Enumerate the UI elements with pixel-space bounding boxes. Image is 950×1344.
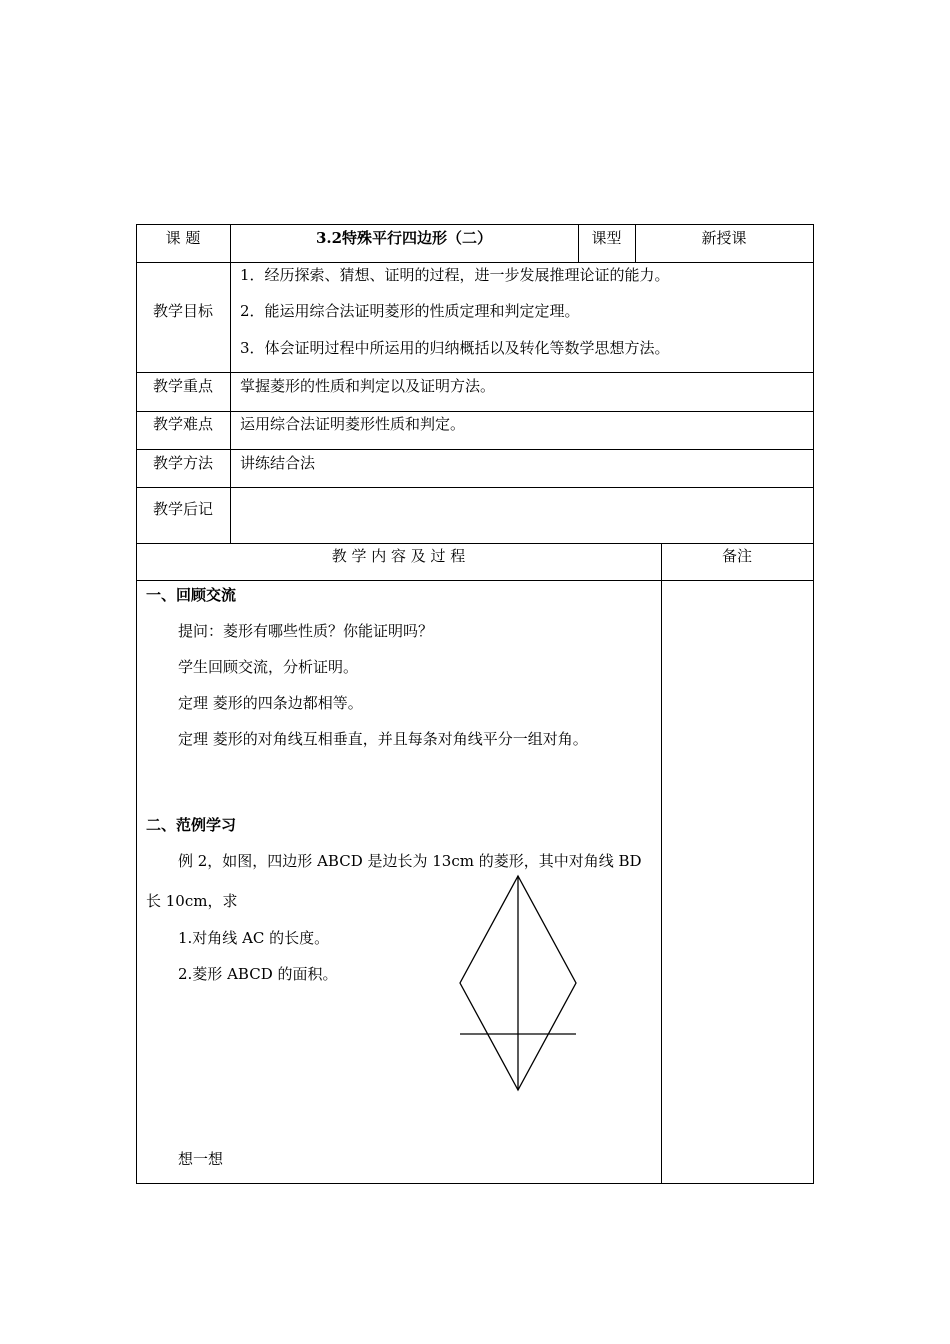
content-process-header: 教 学 内 容 及 过 程	[331, 547, 466, 565]
row-divider	[136, 449, 814, 450]
postscript-label: 教学后记	[152, 500, 213, 518]
table-border-left	[136, 224, 137, 1184]
theorem-line: 定理 菱形的四条边都相等。	[178, 694, 363, 712]
method-label: 教学方法	[152, 454, 213, 472]
notes-header: 备注	[721, 547, 752, 565]
section1-line: 学生回顾交流，分析证明。	[178, 658, 359, 676]
topic-title: 3.2特殊平行四边形（二）	[315, 229, 493, 247]
section1-title: 一、回顾交流	[146, 586, 237, 604]
key-point-value: 掌握菱形的性质和判定以及证明方法。	[240, 377, 496, 395]
question-item: 2.菱形 ABCD 的面积。	[178, 965, 338, 983]
table-border-bottom	[136, 1183, 814, 1184]
label-column-divider	[230, 224, 231, 544]
goal-item: 1．经历探索、猜想、证明的过程，进一步发展推理论证的能力。	[240, 266, 670, 284]
key-point-label: 教学重点	[152, 377, 213, 395]
think-prompt: 想一想	[178, 1150, 224, 1168]
row-divider	[136, 487, 814, 488]
section2-title: 二、范例学习	[146, 816, 237, 834]
table-border-right	[813, 224, 814, 1184]
difficulty-label: 教学难点	[152, 415, 213, 433]
goal-item: 2．能运用综合法证明菱形的性质定理和判定定理。	[240, 302, 580, 320]
question-item: 1.对角线 AC 的长度。	[178, 929, 330, 947]
type-value: 新授课	[701, 229, 747, 247]
difficulty-value: 运用综合法证明菱形性质和判定。	[240, 415, 466, 433]
section1-line: 提问：菱形有哪些性质？你能证明吗？	[178, 622, 434, 640]
example-line: 长 10cm，求	[146, 892, 238, 910]
type-label: 课型	[591, 229, 622, 247]
goals-label: 教学目标	[152, 302, 213, 320]
example-line: 例 2，如图，四边形 ABCD 是边长为 13cm 的菱形，其中对角线 BD	[178, 852, 642, 870]
row-divider	[136, 411, 814, 412]
row-divider	[136, 372, 814, 373]
row-divider	[136, 580, 814, 581]
method-value: 讲练结合法	[240, 454, 316, 472]
rhombus-figure	[456, 872, 580, 1094]
lesson-plan-table	[136, 224, 814, 1184]
notes-column-divider	[661, 543, 662, 1184]
row-divider	[136, 543, 814, 544]
goal-item: 3．体会证明过程中所运用的归纳概括以及转化等数学思想方法。	[240, 339, 670, 357]
table-border-top	[136, 224, 814, 225]
row-divider	[136, 262, 814, 263]
topic-label: 课 题	[165, 229, 201, 247]
theorem-line: 定理 菱形的对角线互相垂直，并且每条对角线平分一组对角。	[178, 730, 588, 748]
